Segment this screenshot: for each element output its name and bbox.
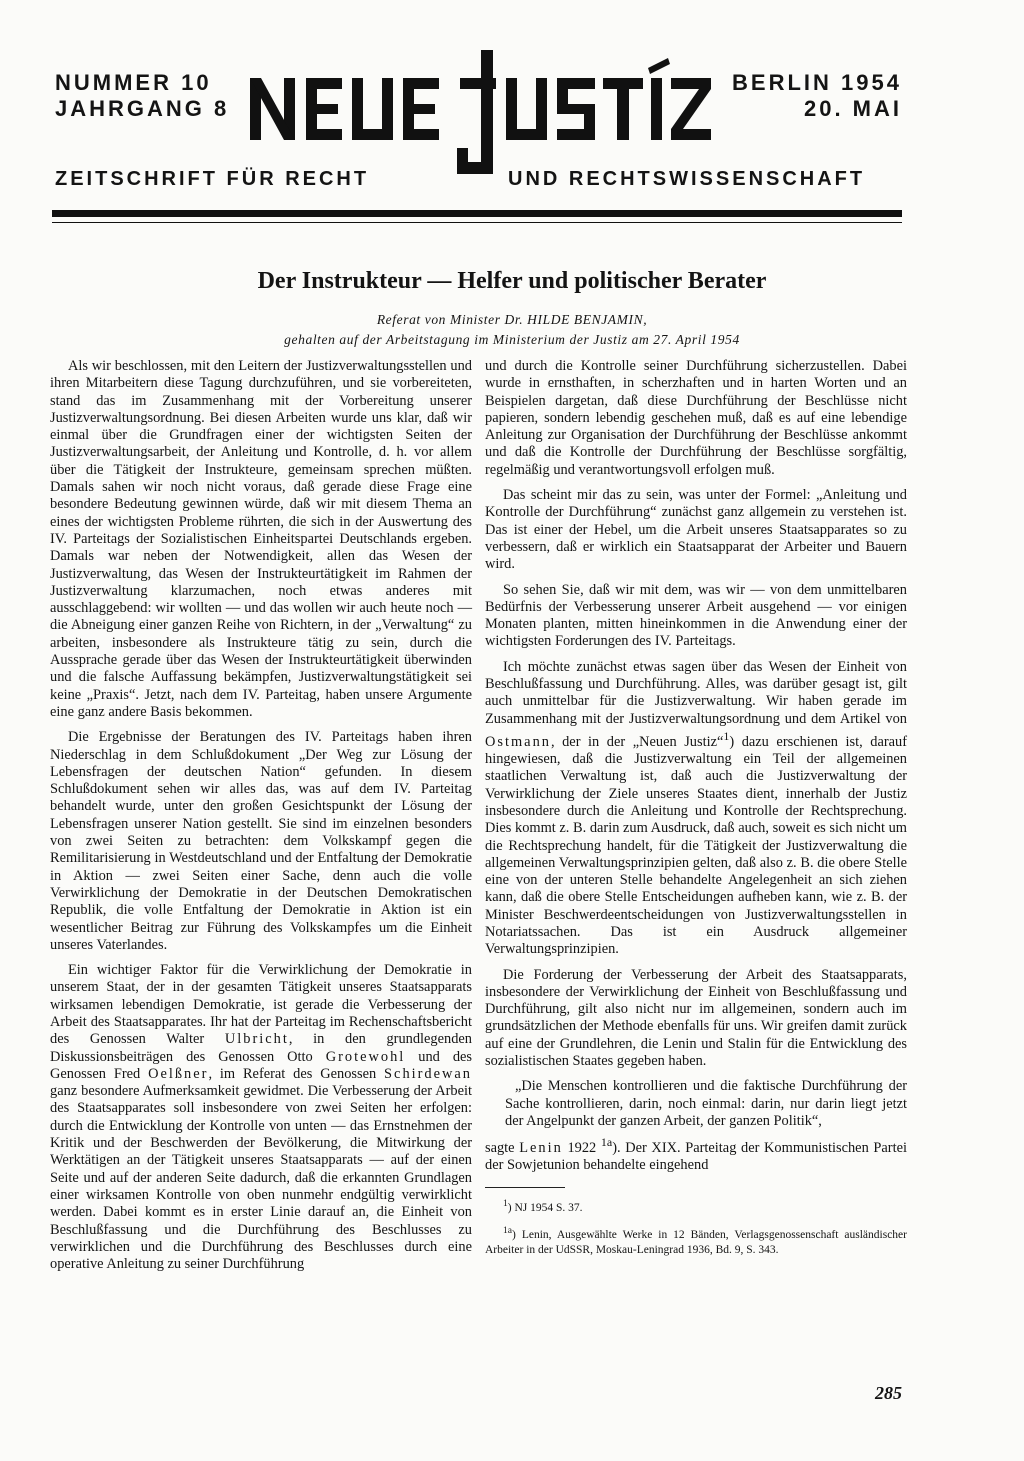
masthead-rule-thin: [52, 222, 902, 223]
paragraph: sagte Lenin 1922 $^{1a}$). Der XIX. Parteitag der Kommunistischen Partei der Sowjetunion behandelte eingehend: [485, 1135, 907, 1174]
lenin-quote: „Die Menschen kontrollieren und die faktische Durchführung der Sache kontrollieren, darin, noch einmal: darin, nur darin liegt jetzt der Angelpunkt der ganzen Arbeit, der ganzen Politik“,: [505, 1078, 907, 1129]
issue-date: 20. MAI: [803, 96, 902, 121]
name-oelssner: Oelßner: [148, 1065, 209, 1082]
footnote-ref-1a: 1a: [600, 1135, 613, 1150]
issue-info: [55, 70, 229, 122]
paragraph: und durch die Kontrolle seiner Durchführung sicherzustellen. Dabei wurde in ernsthaften, in scherzhaften und in harten Worten und an Beispielen dargetan, daß diese Durchführung der Beschlüsse nicht papieren, sondern lebendig geschehen muß, daß es auf eine lebendige Anleitung zur Organisation der Durchführung der Beschlüsse ankommt und daß die Kontrolle der Durchführung der Beschlüsse sorgfältig, regelmäßig und verantwortungsvoll erfolgen muß.: [485, 358, 907, 478]
paragraph: Die Ergebnisse der Beratungen des IV. Parteitags haben ihren Niederschlag in dem Schlußdokument „Der Weg zur Lösung der Lebensfragen der deutschen Nation“ gefunden. In diesem Schlußdokument sehen wir alles das, was auf dem IV. Parteitag behandelt wurde, unter den großen Gesichtspunkt der Lösung der Lebensfragen unserer Nation gestellt. Sie sind im einzelnen besonders von zwei Seiten zu betrachten: dem Volkskampf gegen die Remilitarisierung in Westdeutschland und der Entfaltung der Demokratie in Aktion — zwei Seiten einer Sache, denn auch die volle Verwirklichung der Demokratie in der Deutschen Demokratischen Republik, die volle Entfaltung der Demokratie in Aktion ist ein wesentlicher Beitrag zur Führung des Volkskampfes um die Einheit unseres Vaterlandes.: [50, 729, 472, 953]
article-byline: [0, 310, 1024, 350]
page-number: 285: [875, 1383, 902, 1403]
name-ostmann: Ostmann: [485, 733, 551, 750]
name-ulbricht: Ulbricht: [224, 1031, 289, 1048]
subtitle-left: ZEITSCHRIFT FÜR RECHT: [55, 168, 370, 190]
footnote-divider: [485, 1187, 565, 1188]
footnote-1a: $^{1a}$) Lenin, Ausgewählte Werke in 12 Bänden, Verlagsgenossenschaft ausländischer Arbeiter in der UdSSR, Moskau-Leningrad 1936, Bd. 9, S. 343.: [485, 1225, 907, 1257]
place-year: BERLIN 1954: [732, 70, 902, 95]
paragraph: Die Forderung der Verbesserung der Arbeit des Staatsapparats, insbesondere der Verwirklichung der Einheit von Beschlußfassung und Durchführung, gilt also nicht nur im allgemeinen, sondern auch im grundsätzlichen der Methode ebenfalls für uns. Wir greifen damit zurück auf eine der Grundlehren, die Lenin und Stalin für die Entwicklung des sozialistischen Staates gegeben haben.: [485, 966, 907, 1070]
paragraph: Ein wichtiger Faktor für die Verwirklichung der Demokratie in unserem Staat, der in der gesamten Tätigkeit unseres Staatsapparats wirksamen lebendigen Demokratie, ist gerade die Verbesserung der Arbeit des Staatsapparates. Ihr hat der Parteitag im Rechenschaftsbericht des Genossen Walter Ulbricht, in den grundlegenden Diskussionsbeiträgen des Genossen Otto Grotewohl und des Genossen Fred Oelßner, im Referat des Genossen Schirdewan ganz besondere Aufmerksamkeit gewidmet. Die Verbesserung der Arbeit des Staatsapparates soll insbesondere von zwei Seiten her erfolgen: durch die Entwicklung der Kontrolle von unten — das Ernstnehmen der Kritik und der Beschwerden der Bevölkerung, die Mitwirkung der Werktätigen an der Tätigkeit unseres Staatsapparats — auf der einen Seite und auf der anderen Seite dadurch, daß die erkannten Grundlagen einer wirksamen Kontrolle von oben nunmehr endgültig verwirklicht werden. Dabei kommt es in erster Linie darauf an, die Einheit von Beschlußfassung und die Durchführung des Beschlusses zu verwirklichen und die Durchführung des Beschlusses durch eine operative Anleitung zu seiner Durchführung: [50, 962, 473, 1273]
issue-number: NUMMER 10: [55, 70, 212, 95]
article-title: Der Instrukteur — Helfer und politischer Berater: [257, 268, 767, 294]
issue-date-info: [732, 70, 902, 122]
left-column: [50, 358, 472, 1281]
footnote-ref-1: 1: [723, 728, 730, 743]
name-schirdewan: Schirdewan: [384, 1065, 472, 1082]
subtitle-right: UND RECHTSWISSENSCHAFT: [508, 168, 866, 190]
paragraph: Ich möchte zunächst etwas sagen über das Wesen der Einheit von Beschlußfassung und Durchführung. Alles, was darüber gesagt ist, gilt auch unmittelbar für die Justizverwaltung. Wir haben gerade im Zusammenhang mit der Justizverwaltungsordnung und dem Artikel von Ostmann, der in der „Neuen Justiz“$^1$) dazu erschienen ist, darauf hingewiesen, daß die Justizverwaltung ein Teil der allgemeinen staatlichen Verwaltung ist, daß auch die Justizverwaltung der Verwirklichung der Ziele unseres Staates dient, innerhalb der Justiz insbesondere durch die Anleitung und Kontrolle der Rechtsprechung. Dies kommt z. B. darin zum Ausdruck, daß auch, soweit es sich nicht um die Rechtsprechung handelt, für die Tätigkeit der Justizverwaltung die allgemeinen Verwaltungsprinzipien gelten, daß also z. B. die obere Stelle eine von der unteren Stelle behandelte Angelegenheit an sich ziehen kann, daß die obere Stelle Entscheidungen aufheben kann, wie z. B. der Minister Beschwerdeentscheidungen von Justizverwaltungsstellen in Notariatssachen. Das ist ein Ausdruck allgemeiner Verwaltungsprinzipien.: [485, 658, 907, 958]
byline-author: Referat von Minister Dr. HILDE BENJAMIN,: [376, 312, 648, 327]
paragraph: So sehen Sie, daß wir mit dem, was wir — von dem unmittelbaren Bedürfnis der Verbesserung unserer Arbeit ausgehend — vor einigen Monaten planten, mitten hineinkommen in die Anwendung einer der wichtigsten Forderungen des IV. Parteitags.: [485, 581, 907, 650]
masthead-rule-thick: [52, 210, 902, 217]
name-grotewohl: Grotewohl: [325, 1048, 406, 1065]
footnote-1: $^1$) NJ 1954 S. 37.: [503, 1197, 583, 1214]
paragraph: Als wir beschlossen, mit den Leitern der Justizverwaltungsstellen und ihren Mitarbeitern diese Tagung durchzuführen, und sie vorbereiteten, stand das im Zusammenhang mit der Vorbereitung unserer Justizverwaltungsordnung. Bei diesen Arbeiten wurde uns klar, daß wir einmal über die Grundfragen einer der wichtigsten Seiten der Justizverwaltungsarbeit, der Anleitung und Kontrolle, d. h. vor allem über die Tätigkeit der Instrukteure, gemeinsam sprechen müßten. Damals sahen wir noch nicht voraus, daß gerade diese Frage eine besondere Bedeutung gewinnen würde, daß wir mit diesem Thema an eines der wichtigsten Probleme rührten, die sich in der Auswertung des IV. Parteitags der Sozialistischen Einheitspartei Deutschlands ergeben. Damals war neben der Notwendigkeit, allen das Wesen der Justizverwaltung, das Wesen der Instrukteurtätigkeit im Rahmen der Justizverwaltung klarzumachen, noch etwas anderes mit ausschlaggebend: wir wollten — und das wollen wir auch heute noch — die Abneigung einer ganzen Reihe von Richtern, in der „Verwaltung“ zu arbeiten, insbesondere als Instrukteure tätig zu sein, durch die Aussprache gerade über das Wesen der Instrukteurtätigkeit überwinden und die falsche Auffassung bekämpfen, Justizverwaltungstätigkeit sei keine „Praxis“. Jetzt, nach dem IV. Parteitag, haben unsere Argumente eine ganz andere Basis bekommen.: [50, 358, 472, 720]
name-lenin: Lenin: [519, 1140, 563, 1157]
byline-occasion: gehalten auf der Arbeitstagung im Ministerium der Justiz am 27. April 1954: [284, 332, 740, 347]
paragraph: Das scheint mir das zu sein, was unter der Formel: „Anleitung und Kontrolle der Durchführung“ zunächst ganz allgemein zu verstehen ist. Das ist einer der Hebel, um die Arbeit unseres Staatsapparates so zu verbessern, daß er wirklich ein Staatsapparat der Arbeiter und Bauern wird.: [485, 487, 907, 573]
right-column: [485, 358, 907, 1266]
volume-number: JAHRGANG 8: [55, 96, 230, 121]
